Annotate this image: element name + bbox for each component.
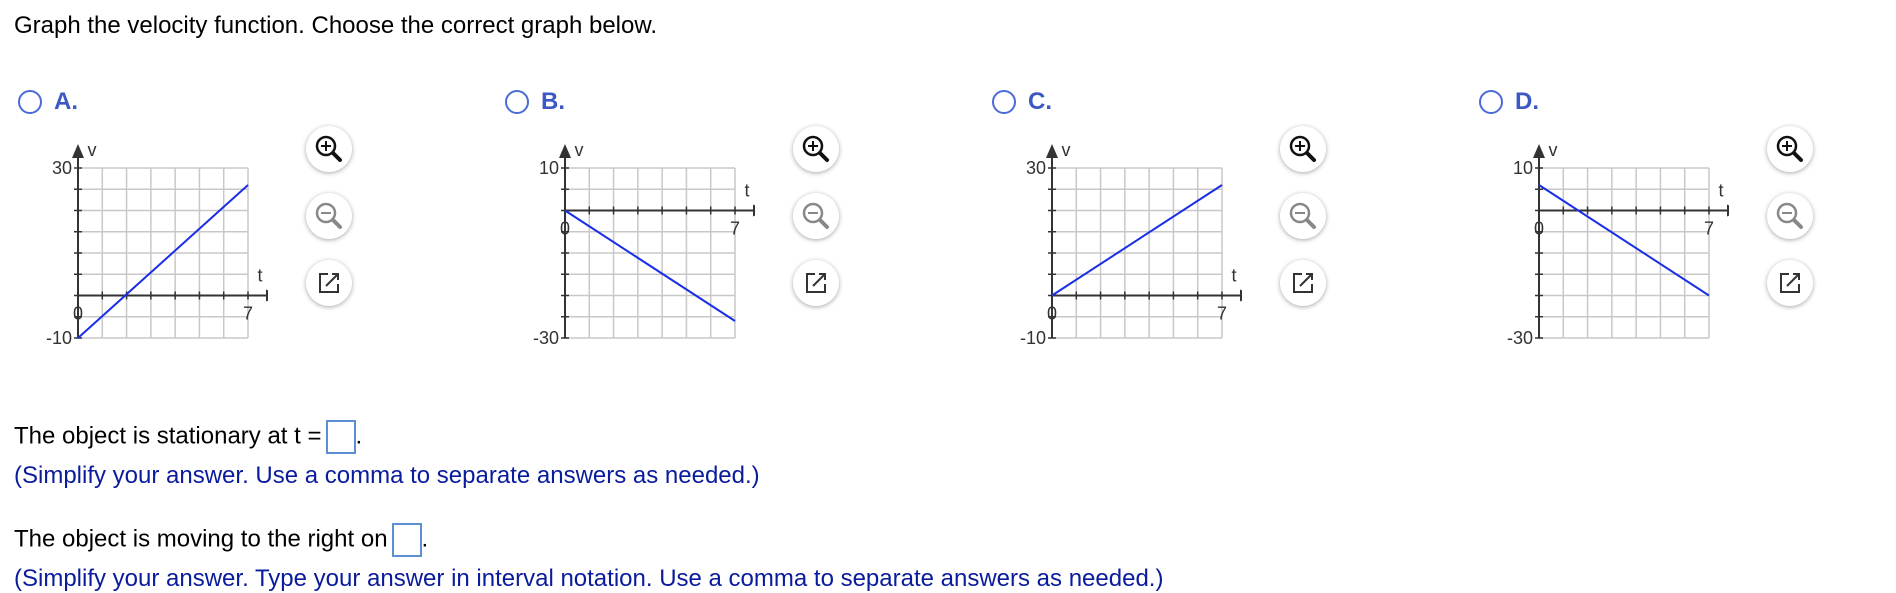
x-tick-label-origin: 0 [1046, 303, 1058, 324]
option-radio-button[interactable] [992, 90, 1016, 114]
x-tick-label-origin: 0 [1533, 218, 1545, 239]
y-tick-label-min: -10 [45, 328, 72, 348]
x-axis-label: t [1231, 265, 1237, 286]
x-axis-arrow [266, 290, 268, 302]
y-axis-arrow [559, 144, 571, 158]
velocity-line [1052, 185, 1222, 296]
y-axis-label: v [1548, 140, 1558, 160]
velocity-line [78, 185, 248, 338]
zoom-out-icon [1280, 193, 1326, 239]
option-d [1479, 88, 1896, 358]
question-moving-right [14, 523, 428, 557]
option-radio-button[interactable] [18, 90, 42, 114]
zoom-in-button[interactable] [1280, 126, 1326, 172]
x-axis-arrow [753, 205, 755, 217]
y-axis-arrow [72, 144, 84, 158]
x-axis-label: t [257, 265, 263, 286]
stationary-hint: (Simplify your answer. Use a comma to separate answers as needed.) [14, 462, 760, 489]
zoom-in-button[interactable] [306, 126, 352, 172]
velocity-line [1539, 185, 1709, 296]
popout-button[interactable] [1280, 260, 1326, 306]
x-tick-label-end: 7 [242, 303, 254, 324]
question-moving-right-period: . [421, 525, 429, 553]
x-axis-arrow [1727, 205, 1729, 217]
zoom-out-icon [793, 193, 839, 239]
y-tick-label-max: 30 [51, 158, 72, 178]
zoom-out-icon [1767, 193, 1813, 239]
y-axis-arrow [1046, 144, 1058, 158]
x-axis-label: t [1718, 180, 1724, 201]
y-axis-label: v [87, 140, 97, 160]
option-a [18, 88, 488, 358]
question-stationary [14, 420, 362, 454]
moving-right-answer-input[interactable] [392, 523, 422, 557]
y-axis-label: v [574, 140, 584, 160]
option-header [18, 88, 78, 116]
popout-button[interactable] [1767, 260, 1813, 306]
option-header [992, 88, 1052, 116]
option-letter: B. [541, 88, 565, 115]
y-tick-label-max: 30 [1025, 158, 1046, 178]
option-radio-button[interactable] [505, 90, 529, 114]
y-tick-label-min: -30 [532, 328, 559, 348]
x-tick-label-origin: 0 [559, 218, 571, 239]
popout-icon [1767, 260, 1813, 306]
question-stationary-text: The object is stationary at t = [14, 422, 322, 450]
option-letter: C. [1028, 88, 1052, 115]
zoom-in-button[interactable] [1767, 126, 1813, 172]
option-radio-button[interactable] [1479, 90, 1503, 114]
zoom-in-icon [306, 126, 352, 172]
y-tick-label-min: -30 [1506, 328, 1533, 348]
y-axis-label: v [1061, 140, 1071, 160]
zoom-in-icon [793, 126, 839, 172]
instruction-text: Graph the velocity function. Choose the correct graph below. [14, 12, 658, 39]
moving-right-hint: (Simplify your answer. Type your answer in interval notation. Use a comma to separate answers as needed.) [14, 565, 1164, 592]
y-tick-label-max: 10 [1512, 158, 1533, 178]
option-b [505, 88, 975, 358]
zoom-out-button[interactable] [1767, 193, 1813, 239]
zoom-out-button[interactable] [793, 193, 839, 239]
popout-icon [306, 260, 352, 306]
velocity-line [565, 211, 735, 322]
x-tick-label-end: 7 [1703, 218, 1715, 239]
question-moving-right-text: The object is moving to the right on [14, 525, 388, 553]
velocity-graph [18, 138, 268, 368]
velocity-graph [1479, 138, 1729, 368]
stationary-answer-input[interactable] [326, 420, 356, 454]
velocity-graph [992, 138, 1242, 368]
popout-icon [793, 260, 839, 306]
x-axis-label: t [744, 180, 750, 201]
zoom-in-icon [1767, 126, 1813, 172]
zoom-out-icon [306, 193, 352, 239]
zoom-in-button[interactable] [793, 126, 839, 172]
popout-button[interactable] [793, 260, 839, 306]
option-header [1479, 88, 1539, 116]
question-stationary-period: . [355, 422, 363, 450]
option-letter: A. [54, 88, 78, 115]
popout-button[interactable] [306, 260, 352, 306]
zoom-in-icon [1280, 126, 1326, 172]
x-tick-label-origin: 0 [72, 303, 84, 324]
option-letter: D. [1515, 88, 1539, 115]
option-header [505, 88, 565, 116]
option-c [992, 88, 1462, 358]
zoom-out-button[interactable] [1280, 193, 1326, 239]
y-tick-label-max: 10 [538, 158, 559, 178]
x-axis-arrow [1240, 290, 1242, 302]
y-tick-label-min: -10 [1019, 328, 1046, 348]
x-tick-label-end: 7 [1216, 303, 1228, 324]
zoom-out-button[interactable] [306, 193, 352, 239]
x-tick-label-end: 7 [729, 218, 741, 239]
y-axis-arrow [1533, 144, 1545, 158]
popout-icon [1280, 260, 1326, 306]
velocity-graph [505, 138, 755, 368]
